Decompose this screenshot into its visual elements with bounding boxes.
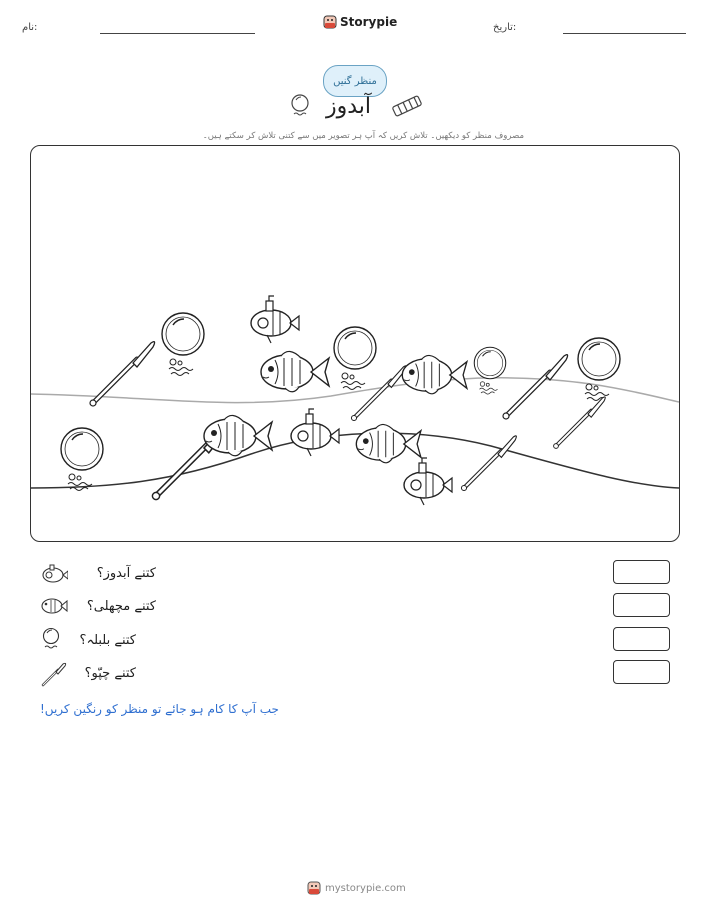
storypie-mascot-icon	[323, 14, 337, 30]
question-fish: کتنے مچھلی؟	[86, 599, 156, 614]
answer-box-bubbles[interactable]	[613, 627, 670, 651]
brand-logo	[323, 14, 397, 30]
bubble-icon	[42, 627, 62, 653]
storypie-mascot-icon	[307, 880, 321, 896]
brand-name: Storypie	[340, 15, 398, 29]
question-bubbles: کتنے بلبلہ؟	[79, 633, 136, 648]
answer-box-fish[interactable]	[613, 593, 670, 617]
category-badge	[323, 65, 387, 97]
question-paddles: کتنے چپّو؟	[84, 666, 136, 681]
raft-icon	[390, 94, 424, 118]
category-badge-label: منظر گنیں	[333, 75, 377, 87]
answer-box-submarines[interactable]	[613, 560, 670, 584]
answer-box-paddles[interactable]	[613, 660, 670, 684]
paddle-icon	[40, 660, 68, 688]
footer-site	[307, 880, 406, 896]
scene-frame	[30, 145, 680, 542]
footer-site-url[interactable]: mystorypie.com	[325, 882, 406, 894]
date-label: تاریخ:	[493, 22, 517, 33]
name-line[interactable]	[100, 33, 255, 34]
submarine-icon	[40, 563, 68, 585]
fish-icon	[40, 595, 68, 617]
coloring-note: جب آپ کا کام ہو جائے تو منظر کو رنگین کریں!	[40, 702, 279, 716]
name-label: نام:	[22, 22, 38, 33]
bubble-icon	[290, 93, 312, 119]
date-line[interactable]	[563, 33, 686, 34]
page-title: آبدوز	[326, 94, 372, 119]
scene-drawing	[31, 146, 679, 541]
question-submarines: کتنے آبدوز؟	[96, 566, 156, 581]
instruction-text: مصروف منظر کو دیکھیں۔ تلاش کریں کہ آپ ہر تصویر میں سے کتنی تلاش کر سکتے ہیں۔	[202, 131, 524, 141]
